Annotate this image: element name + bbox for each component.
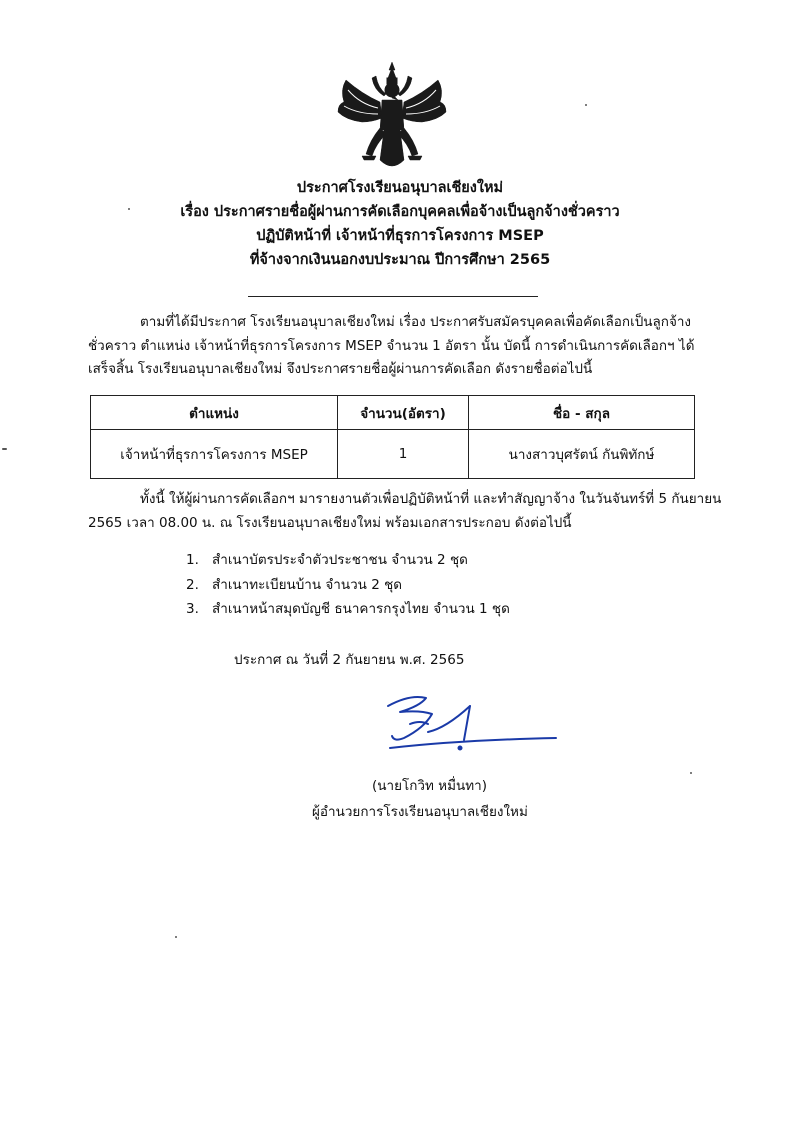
list-item-text: สำเนาหน้าสมุดบัญชี ธนาคารกรุงไทย จำนวน 1 ชุด <box>212 601 510 617</box>
intro-line-2: ชั่วคราว ตำแหน่ง เจ้าหน้าที่ธุรการโครงการ MSEP จำนวน 1 อัตรา นั้น บัดนี้ การดำเนินการคัดเลือกฯ ได้ <box>88 337 695 354</box>
signer-title: ผู้อำนวยการโรงเรียนอนุบาลเชียงใหม่ <box>312 804 528 820</box>
report-line-2: 2565 เวลา 08.00 น. ณ โรงเรียนอนุบาลเชียงใหม่ พร้อมเอกสารประกอบ ดังต่อไปนี้ <box>88 514 572 531</box>
scan-speck <box>2 448 7 450</box>
list-item-text: สำเนาทะเบียนบ้าน จำนวน 2 ชุด <box>212 576 403 593</box>
signer-name: (นายโกวิท หมื่นทา) <box>372 778 487 794</box>
table-row <box>91 430 695 479</box>
intro-paragraph <box>88 311 694 382</box>
header-line-2: เรื่อง ประกาศรายชื่อผู้ผ่านการคัดเลือกบุคคลเพื่อจ้างเป็นลูกจ้างชั่วคราว <box>180 204 620 220</box>
required-documents-list <box>186 548 510 622</box>
cell-quantity: 1 <box>338 430 469 479</box>
garuda-emblem-icon <box>332 60 452 175</box>
intro-line-1: ตามที่ได้มีประกาศ โรงเรียนอนุบาลเชียงใหม่ เรื่อง ประกาศรับสมัครบุคคลเพื่อคัดเลือกเป็นลูกจ้าง <box>140 314 692 330</box>
scan-speck <box>128 208 130 210</box>
header-position: ตำแหน่ง <box>91 396 338 430</box>
header-line-3: ปฏิบัติหน้าที่ เจ้าหน้าที่ธุรการโครงการ MSEP <box>256 228 544 244</box>
announced-date: ประกาศ ณ วันที่ 2 กันยายน พ.ศ. 2565 <box>234 652 465 668</box>
scan-speck <box>585 104 587 106</box>
scan-speck <box>690 772 692 774</box>
report-line-1: ทั้งนี้ ให้ผู้ผ่านการคัดเลือกฯ มารายงานตัวเพื่อปฏิบัติหน้าที่ และทำสัญญาจ้าง ในวันจันทร์ที่ 5 กันยายน <box>140 491 722 507</box>
announcement-header <box>0 176 800 272</box>
report-paragraph <box>88 488 721 535</box>
cell-name: นางสาวบุศรัตน์ กันพิทักษ์ <box>469 430 695 479</box>
header-line-4: ที่จ้างจากเงินนอกงบประมาณ ปีการศึกษา 2565 <box>249 252 551 268</box>
header-divider <box>248 296 538 297</box>
table-header-row <box>91 396 695 430</box>
header-name: ชื่อ - สกุล <box>469 396 695 430</box>
list-item <box>186 573 510 598</box>
signature-icon <box>380 688 560 758</box>
list-item <box>186 597 510 622</box>
list-item-number: 2. <box>186 576 199 593</box>
cell-position: เจ้าหน้าที่ธุรการโครงการ MSEP <box>91 430 338 479</box>
header-line-1: ประกาศโรงเรียนอนุบาลเชียงใหม่ <box>296 180 504 196</box>
header-quantity: จำนวน(อัตรา) <box>338 396 469 430</box>
list-item-number: 3. <box>186 601 199 617</box>
intro-line-3: เสร็จสิ้น โรงเรียนอนุบาลเชียงใหม่ จึงประกาศรายชื่อผู้ผ่านการคัดเลือก ดังรายชื่อต่อไปนี้ <box>88 361 593 377</box>
list-item <box>186 548 510 573</box>
list-item-text: สำเนาบัตรประจำตัวประชาชน จำนวน 2 ชุด <box>212 552 468 568</box>
scan-speck <box>175 936 177 938</box>
result-table <box>90 395 695 479</box>
list-item-number: 1. <box>186 552 199 568</box>
